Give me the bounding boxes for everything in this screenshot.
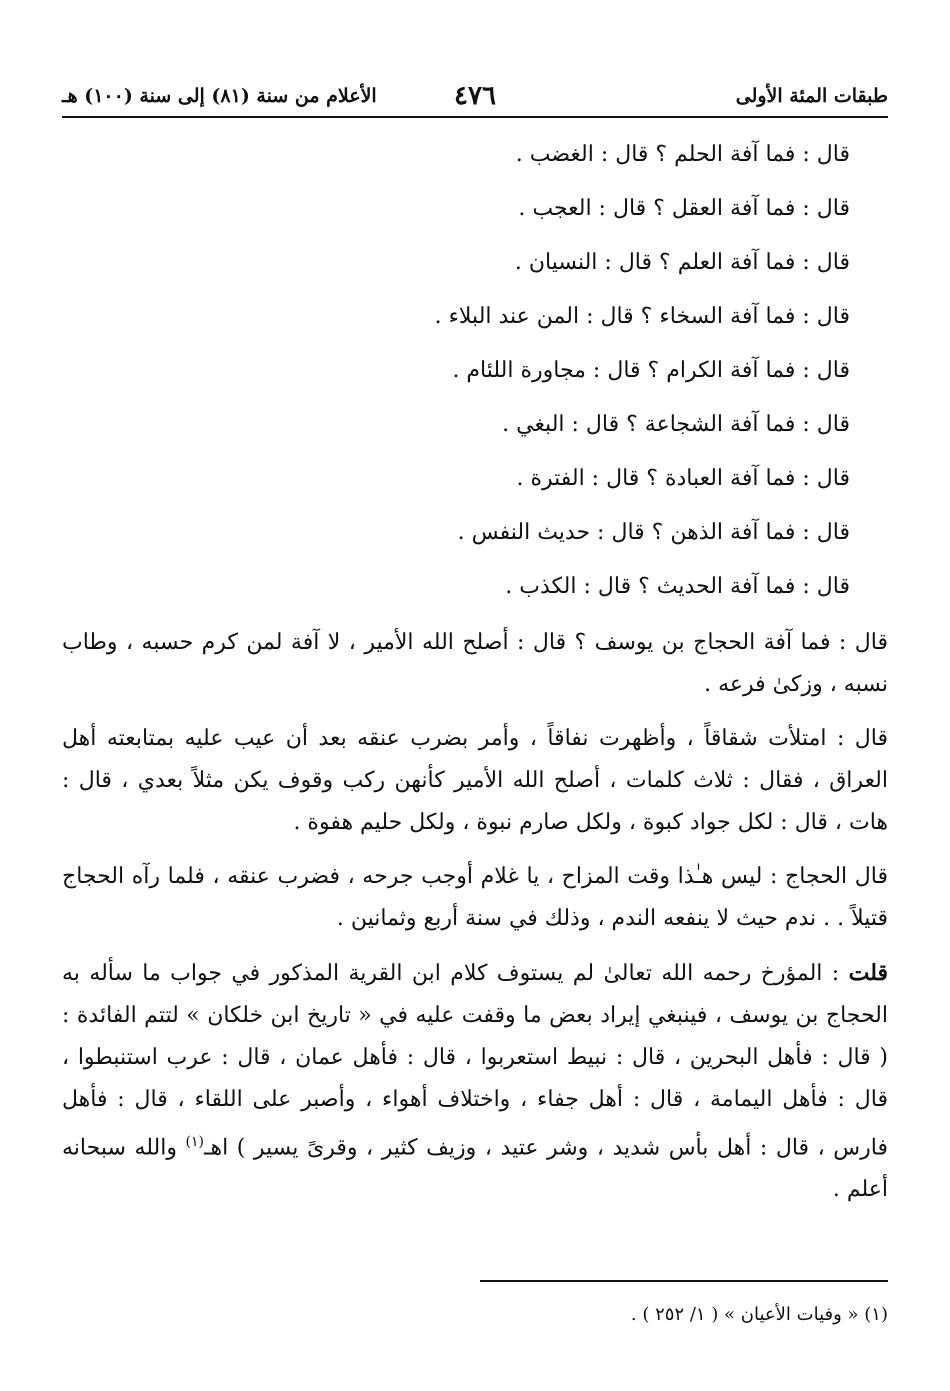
note-lead-word: قلت bbox=[848, 960, 888, 986]
closing-phrase: والله سبحانه أعلم . bbox=[62, 1135, 888, 1203]
qa-line: قال : فما آفة الحديث ؟ قال : الكذب . bbox=[505, 574, 850, 599]
paragraph-final bbox=[62, 952, 888, 1211]
qa-line: قال : فما آفة العبادة ؟ قال : الفترة . bbox=[516, 466, 850, 491]
footnote-divider bbox=[480, 1280, 888, 1282]
paragraph: قال الحجاج : ليس هـٰذا وقت المزاح ، يا غلام أوجب جرحه ، فضرب عنقه ، فلما رآه الحجاج قتيلاً . . ندم حيث لا ينفعه الندم ، وذلك في سنة أربع وثمانين . bbox=[62, 864, 888, 931]
qa-line: قال : فما آفة الكرام ؟ قال : مجاورة اللئام . bbox=[452, 358, 850, 383]
qa-line: قال : فما آفة العقل ؟ قال : العجب . bbox=[518, 196, 850, 221]
qa-line: قال : فما آفة العلم ؟ قال : النسيان . bbox=[514, 250, 850, 275]
running-header bbox=[62, 82, 888, 116]
paragraph-body: : المؤرخ رحمه الله تعالىٰ لم يستوف كلام ابن القرية المذكور في جواب ما سأله به الحجاج بن يوسف ، فينبغي إيراد بعض ما وقفت عليه في « تاريخ ابن خلكان » لتتم الفائدة : ( قال : فأهل البحرين ، قال : نبيط استعربوا ، قال : فأهل عمان ، قال : عرب استنبطوا ، قال : فأهل اليمامة ، قال : أهل جفاء ، واختلاف أهواء ، وأصبر على اللقاء ، قال : فأهل فارس ، قال : أهل بأس شديد ، وشر عتيد ، وزيف كثير ، وقرىً يسير ) اهـ bbox=[62, 961, 888, 1161]
paragraph: قال : فما آفة الحجاج بن يوسف ؟ قال : أصلح الله الأمير ، لا آفة لمن كرم حسبه ، وطاب نسبه ، وزكىٰ فرعه . bbox=[62, 630, 888, 697]
qa-line: قال : فما آفة الذهن ؟ قال : حديث النفس . bbox=[457, 520, 850, 545]
qa-line: قال : فما آفة الحلم ؟ قال : الغضب . bbox=[515, 142, 850, 167]
header-divider bbox=[62, 116, 888, 118]
page-number: ٤٧٦ bbox=[454, 81, 496, 111]
qa-line: قال : فما آفة الشجاعة ؟ قال : البغي . bbox=[502, 412, 850, 437]
qa-line: قال : فما آفة السخاء ؟ قال : المن عند البلاء . bbox=[434, 304, 850, 329]
book-section-title: طبقات المئة الأولى bbox=[735, 85, 888, 107]
chapter-range-title: الأعلام من سنة (٨١) إلى سنة (١٠٠) هـ bbox=[62, 85, 377, 107]
footnote-marker[interactable]: (١) bbox=[185, 1134, 205, 1150]
paragraph: قال : امتلأت شقاقاً ، وأظهرت نفاقاً ، وأمر بضرب عنقه بعد أن عيب عليه بمتابعته أهل العراق ، فقال : ثلاث كلمات ، أصلح الله الأمير كأنهن ركب وقوف يكن مثلاً بعدي ، قال : هات ، قال : لكل جواد كبوة ، ولكل صارم نبوة ، ولكل حليم هفوة . bbox=[62, 726, 888, 835]
footnote: (١) « وفيات الأعيان » ( ١/ ٢٥٢ ) . bbox=[630, 1304, 888, 1325]
